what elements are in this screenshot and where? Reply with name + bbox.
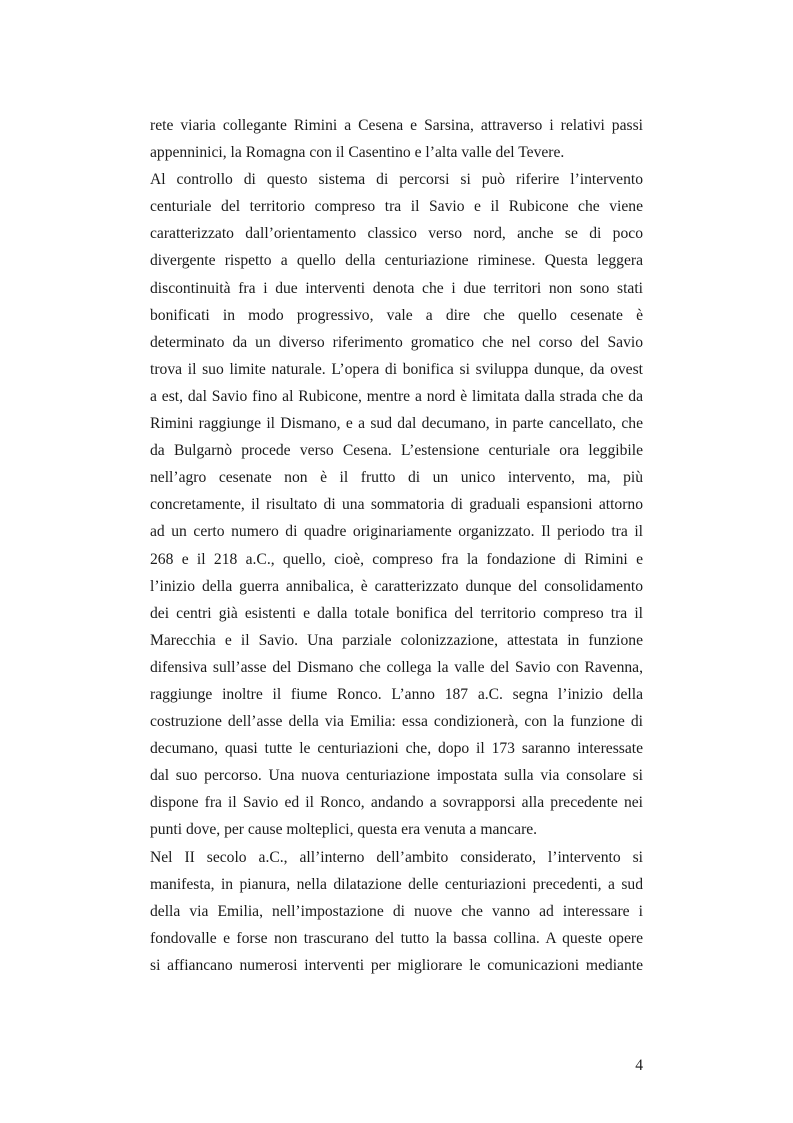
text-line: dal suo percorso. Una nuova centuriazione impostata sulla via consolare si [150,767,643,785]
text-line: della via Emilia, nell’impostazione di nuove che vanno ad interessare i [150,902,643,920]
text-line: caratterizzato dall’orientamento classico verso nord, anche se di poco [150,225,643,243]
text-line: appenninici, la Romagna con il Casentino e l’alta valle del Tevere. [150,144,565,162]
text-line: determinato da un diverso riferimento gromatico che nel corso del Savio [150,333,643,351]
text-line: decumano, quasi tutte le centuriazioni che, dopo il 173 saranno interessate [150,740,643,758]
text-line: costruzione dell’asse della via Emilia: essa condizionerà, con la funzione di [150,713,643,731]
text-line: si affiancano numerosi interventi per migliorare le comunicazioni mediante [150,956,643,974]
text-line: l’inizio della guerra annibalica, è caratterizzato dunque del consolidamento [150,577,643,595]
text-line: Al controllo di questo sistema di percorsi si può riferire l’intervento [150,171,643,189]
text-line: nell’agro cesenate non è il frutto di un unico intervento, ma, più [150,469,643,487]
text-line: 268 e il 218 a.C., quello, cioè, compreso fra la fondazione di Rimini e [150,550,643,568]
text-line: a est, dal Savio fino al Rubicone, mentre a nord è limitata dalla strada che da [150,387,643,405]
text-line: centuriale del territorio compreso tra il Savio e il Rubicone che viene [150,198,643,216]
text-line: dispone fra il Savio ed il Ronco, andando a sovrapporsi alla precedente nei [150,794,643,812]
text-line: divergente rispetto a quello della centuriazione riminese. Questa leggera [150,252,643,270]
text-line: Marecchia e il Savio. Una parziale colonizzazione, attestata in funzione [150,631,643,649]
text-line: trova il suo limite naturale. L’opera di bonifica si sviluppa dunque, da ovest [150,360,643,378]
text-line: ad un certo numero di quadre originariamente organizzato. Il periodo tra il [150,523,643,541]
text-line: fondovalle e forse non trascurano del tutto la bassa collina. A queste opere [150,929,643,947]
text-line: manifesta, in pianura, nella dilatazione delle centuriazioni precedenti, a sud [150,875,643,893]
text-line: Rimini raggiunge il Dismano, e a sud dal decumano, in parte cancellato, che [150,415,643,433]
text-line: discontinuità fra i due interventi denota che i due territori non sono stati [150,279,643,297]
text-line: Nel II secolo a.C., all’interno dell’ambito considerato, l’intervento si [150,848,643,866]
text-line: da Bulgarnò procede verso Cesena. L’estensione centuriale ora leggibile [150,442,643,460]
text-line: raggiunge inoltre il fiume Ronco. L’anno 187 a.C. segna l’inizio della [150,685,643,703]
page-number: 4 [635,1057,643,1074]
text-line: difensiva sull’asse del Dismano che collega la valle del Savio con Ravenna, [150,658,643,676]
text-line: punti dove, per cause molteplici, questa era venuta a mancare. [150,821,538,839]
text-line: dei centri già esistenti e dalla totale bonifica del territorio compreso tra il [150,604,643,622]
body-text [150,112,643,979]
text-line: bonificati in modo progressivo, vale a dire che quello cesenate è [150,306,643,324]
text-line: concretamente, il risultato di una sommatoria di graduali espansioni attorno [150,496,643,514]
text-line: rete viaria collegante Rimini a Cesena e Sarsina, attraverso i relativi passi [150,117,643,134]
